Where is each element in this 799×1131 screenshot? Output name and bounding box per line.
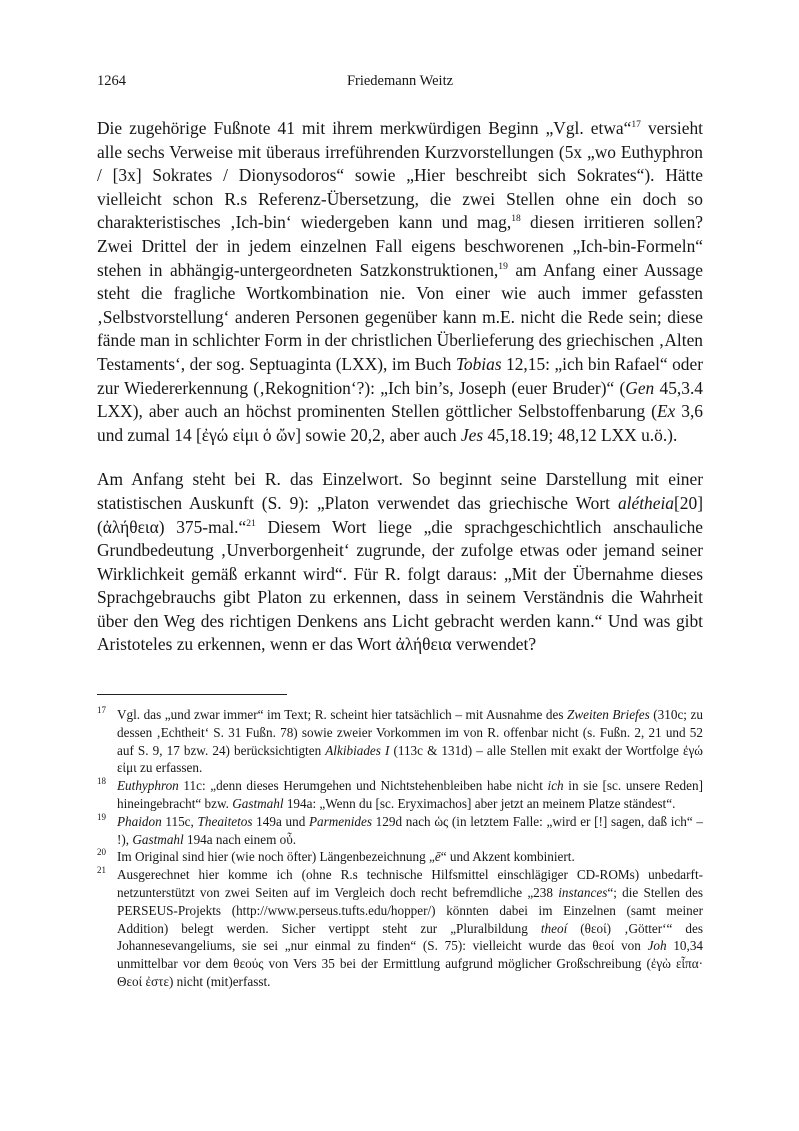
italic-text: Tobias <box>455 353 502 374</box>
text-run: Am Anfang steht bei R. das Einzelwort. So beginnt seine Darstellung mit einer statistischen Auskunft (S. 9): „Platon verwendet das griechische Wort <box>97 469 703 513</box>
text-run: Im Original sind hier (wie noch öfter) Längenbezeichnung „ <box>117 849 435 865</box>
italic-text: Parmenides <box>308 813 372 829</box>
footnote <box>97 777 703 813</box>
text-run: Vgl. das „und zwar immer“ im Text; R. scheint hier tatsächlich – mit Ausnahme des <box>117 707 568 722</box>
text-run: 129d nach ὡς (in letztem Falle: „wird er [!] sagen, daß ich“ – !), <box>117 813 703 847</box>
page-number: 1264 <box>97 73 126 89</box>
italic-text: ē <box>434 849 441 865</box>
text-run: Diesem Wort liege „die sprachgeschichtlich anschauliche Grundbedeutung ‚Unverborgenheit‘ zugrunde, der zufolge etwas oder jemand seiner Wirklichkeit gemäß erkannt wird“. Für R. folgt daraus: „Mit der Übernahme dieses Sprachgebrauchs gibt Platon zu erkennen, dass in seinem Verständnis die Wahrheit über den Weg des richtigen Denkens ans Licht gebracht werden kann.“ Und was gibt Aristoteles zu erkennen, wenn er das Wort ἀλήθεια verwendet? <box>97 516 703 655</box>
footnote-reference[interactable]: 19 <box>498 260 508 272</box>
text-run: 3,6 und zumal 14 [ἐγώ εἰμι ὁ ὤν] sowie 20,2, aber auch <box>97 401 703 445</box>
italic-text: theoí <box>540 920 568 936</box>
footnote <box>97 848 703 866</box>
footnote-number: 18 <box>97 776 106 787</box>
footnote <box>97 813 703 849</box>
italic-text: Joh <box>647 938 667 954</box>
text-run: 45,18.19; 48,12 LXX u.ö.). <box>483 424 678 445</box>
footnote-number: 20 <box>97 847 106 858</box>
text-run: (θεοί) ‚Götter‘“ des Johannesevangeliums, sie sei „nur einmal zu finden“ (S. 75): vielleicht wurde das θεοί von <box>117 920 703 954</box>
text-run: 11c: „denn dieses Herumgehen und Nichtstehenbleiben habe nicht <box>178 778 548 794</box>
running-head: Friedemann Weitz <box>346 73 454 89</box>
text-run: (113c & 131d) – alle Stellen mit exakt der Wortfolge ἐγώ εἰμι zu erfassen. <box>117 742 703 776</box>
text-run: Die zugehörige Fußnote 41 mit ihrem merkwürdigen Beginn „Vgl. etwa“ <box>97 118 632 138</box>
footnote <box>97 706 703 777</box>
text-run: “; die Stellen des PERSEUS-Projekts (http://www.perseus.tufts.edu/hopper/) könnten dabei im Einzelnen (samt meiner Addition) belegt werden. Sicher vertippt steht zur „Pluralbildung <box>117 884 703 936</box>
page-header <box>97 73 703 95</box>
text-run: 12,15: „ich bin Rafael“ oder zur Wiedererkennung (‚Rekognition‘?): „Ich bin’s, Joseph (euer Bruder)“ ( <box>97 353 703 398</box>
footnote-number: 21 <box>97 865 106 876</box>
italic-text: Gastmahl <box>232 795 284 811</box>
text-run: (310c; zu dessen ‚Echtheit‘ S. 31 Fußn. 78) sowie zweier Vorkommen im von R. offenbar nicht (s. Fußn. 2, 21 und 52 auf S. 9, 17 bzw. 24) berücksichtigten <box>117 707 703 758</box>
footnote-number: 17 <box>97 705 106 715</box>
italic-text: Gastmahl <box>132 831 184 847</box>
italic-text: Alkibiades I <box>325 742 390 758</box>
footnote <box>97 866 703 991</box>
italic-text: instances <box>558 884 608 900</box>
text-run: 115c, <box>161 813 198 829</box>
footnote-rule <box>97 694 287 695</box>
footnote-number: 19 <box>97 811 106 822</box>
footnote-reference[interactable]: 18 <box>511 213 521 225</box>
italic-text: Phaidon <box>117 813 162 829</box>
text-run: “ und Akzent kombiniert. <box>440 849 575 865</box>
text-run: diesen irritieren sollen? Zwei Drittel der in jedem einzelnen Fall eigens beschworenen „Ich-bin-Formeln“ stehen in abhängig-untergeordneten Satzkonstruktionen, <box>97 212 703 280</box>
italic-text: Theaitetos <box>197 813 253 829</box>
italic-text: Gen <box>625 377 655 398</box>
text-run: 194a: „Wenn du [sc. Eryximachos] aber jetzt an meinem Platze ständest“. <box>283 795 676 811</box>
italic-text: Zweiten Briefes <box>567 707 650 722</box>
text-run: Ausgerechnet hier komme ich (ohne R.s technische Hilfsmittel einschlägiger CD-ROMs) unbedarft-netzunterstützt von zwei Seiten auf im Vergleich doch recht befremdliche „238 <box>117 867 703 900</box>
text-run: 10,34 unmittelbar vor dem θεούς von Vers 35 bei der Ermittlung aufgrund möglicher Großschreibung (ἐγὼ εἶπα· Θεοί ἐστε) nicht (mit)erfasst. <box>117 938 704 989</box>
body-text <box>97 117 703 657</box>
body-paragraph <box>97 117 703 447</box>
text-run: versieht alle sechs Verweise mit überaus irreführenden Kurzvorstellungen (5x „wo Euthyphron / [3x] Sokrates / Dionysodoros“ sowie „Hier beschreibt sich Sokrates“). Hätte vielleicht schon R.s Referenz-Übersetzung, die zwei Stellen ohne ein doch so charakteristisches ‚Ich-bin‘ wiedergeben kann und mag, <box>97 118 703 233</box>
text-run: in sie [sc. unsere Reden] hineingebracht“ bzw. <box>117 778 703 811</box>
footnote-reference[interactable]: 21 <box>246 517 256 529</box>
italic-text: ich <box>547 778 564 794</box>
text-run: 149a und <box>252 813 309 829</box>
text-run: am Anfang einer Aussage steht die fragliche Wortkombination nie. Von einer wie auch immer gefassten ‚Selbstvorstellung‘ anderen Personen gegenüber kann m.E. nicht die Rede sein; diese fände man in schlichter Form in der christlichen Überlieferung des griechischen ‚Alten Testaments‘, der sog. Septuaginta (LXX), im Buch <box>97 259 703 374</box>
body-paragraph <box>97 468 703 657</box>
italic-text: Euthyphron <box>117 778 179 794</box>
text-run: 45,3.4 LXX), aber auch an höchst prominenten Stellen göttlicher Selbstoffenbarung ( <box>97 377 703 422</box>
text-run: [20] (ἀλήθεια) 375-mal.“ <box>97 492 703 537</box>
italic-text: Jes <box>460 424 484 445</box>
italic-text: Ex <box>656 401 676 422</box>
text-run: 194a nach einem οὖ. <box>183 831 297 847</box>
italic-text: alétheia <box>617 492 675 513</box>
footnotes <box>97 706 703 991</box>
footnote-reference[interactable]: 17 <box>631 118 641 130</box>
